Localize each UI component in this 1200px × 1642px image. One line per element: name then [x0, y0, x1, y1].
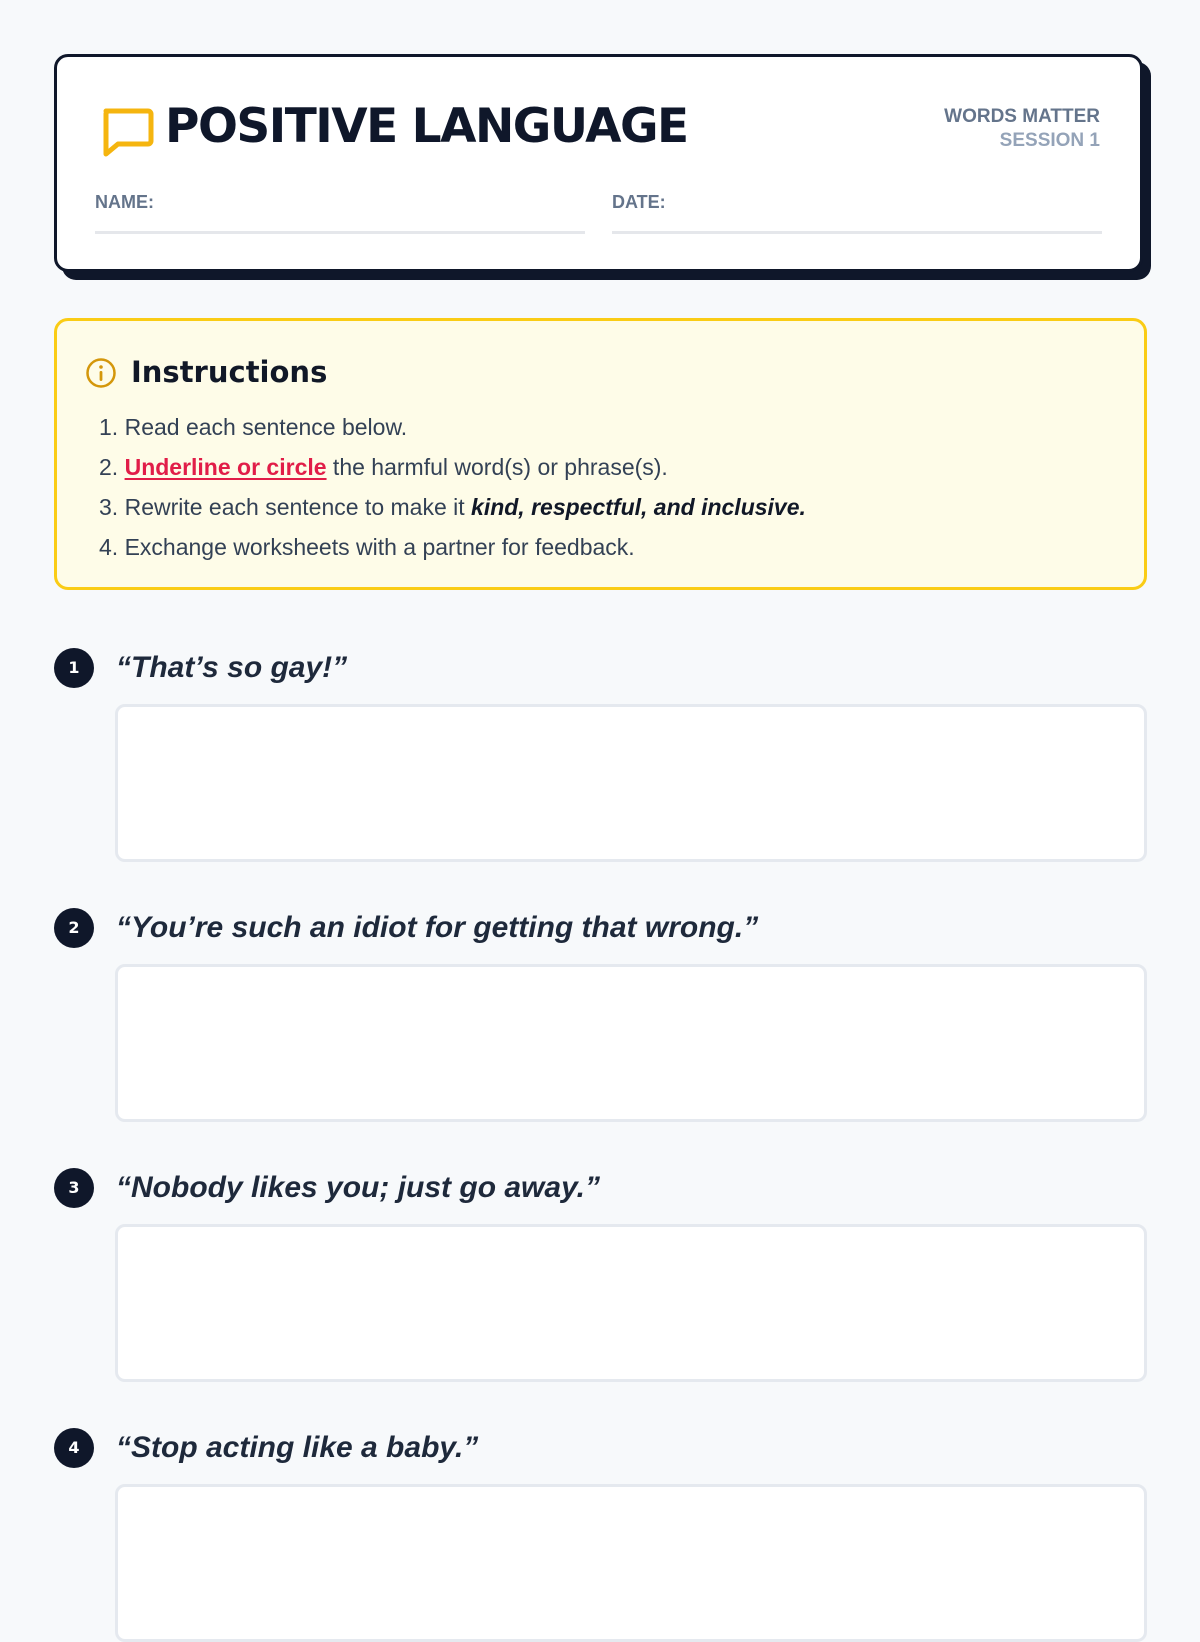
info-icon [85, 357, 117, 389]
question-sentence: “That’s so gay!” [116, 651, 348, 684]
answer-box[interactable] [115, 1224, 1147, 1382]
session-info [944, 105, 1100, 153]
date-field[interactable] [612, 191, 1102, 234]
question-sentence: “You’re such an idiot for getting that wrong.” [116, 911, 759, 944]
name-field[interactable] [95, 191, 585, 234]
series-label: WORDS MATTER [944, 106, 1100, 127]
instruction-step-4: 4. Exchange worksheets with a partner for feedback. [99, 534, 635, 560]
name-label: NAME: [95, 192, 154, 212]
answer-box[interactable] [115, 1484, 1147, 1642]
worksheet-title: POSITIVE LANGUAGE [165, 99, 688, 154]
answer-box[interactable] [115, 964, 1147, 1122]
instruction-step-2: 2. Underline or circle the harmful word(s) or phrase(s). [99, 454, 668, 480]
instructions-panel [54, 318, 1147, 590]
question-number-badge: 1 [54, 648, 94, 688]
instructions-list [99, 407, 806, 567]
instructions-title: Instructions [131, 355, 328, 389]
instruction-step-1: 1. Read each sentence below. [99, 414, 408, 440]
question-number-badge: 2 [54, 908, 94, 948]
question-number-badge: 3 [54, 1168, 94, 1208]
chat-bubble-icon [100, 107, 154, 157]
emphasized-phrase: kind, respectful, and inclusive. [471, 494, 806, 520]
highlighted-phrase: Underline or circle [124, 454, 327, 480]
question-sentence: “Stop acting like a baby.” [116, 1431, 479, 1464]
worksheet-header [54, 54, 1143, 272]
question-number-badge: 4 [54, 1428, 94, 1468]
question-sentence: “Nobody likes you; just go away.” [116, 1171, 600, 1204]
date-label: DATE: [612, 192, 666, 212]
instruction-step-3: 3. Rewrite each sentence to make it kind, respectful, and inclusive. [99, 494, 806, 520]
answer-box[interactable] [115, 704, 1147, 862]
session-label: SESSION 1 [999, 130, 1100, 151]
